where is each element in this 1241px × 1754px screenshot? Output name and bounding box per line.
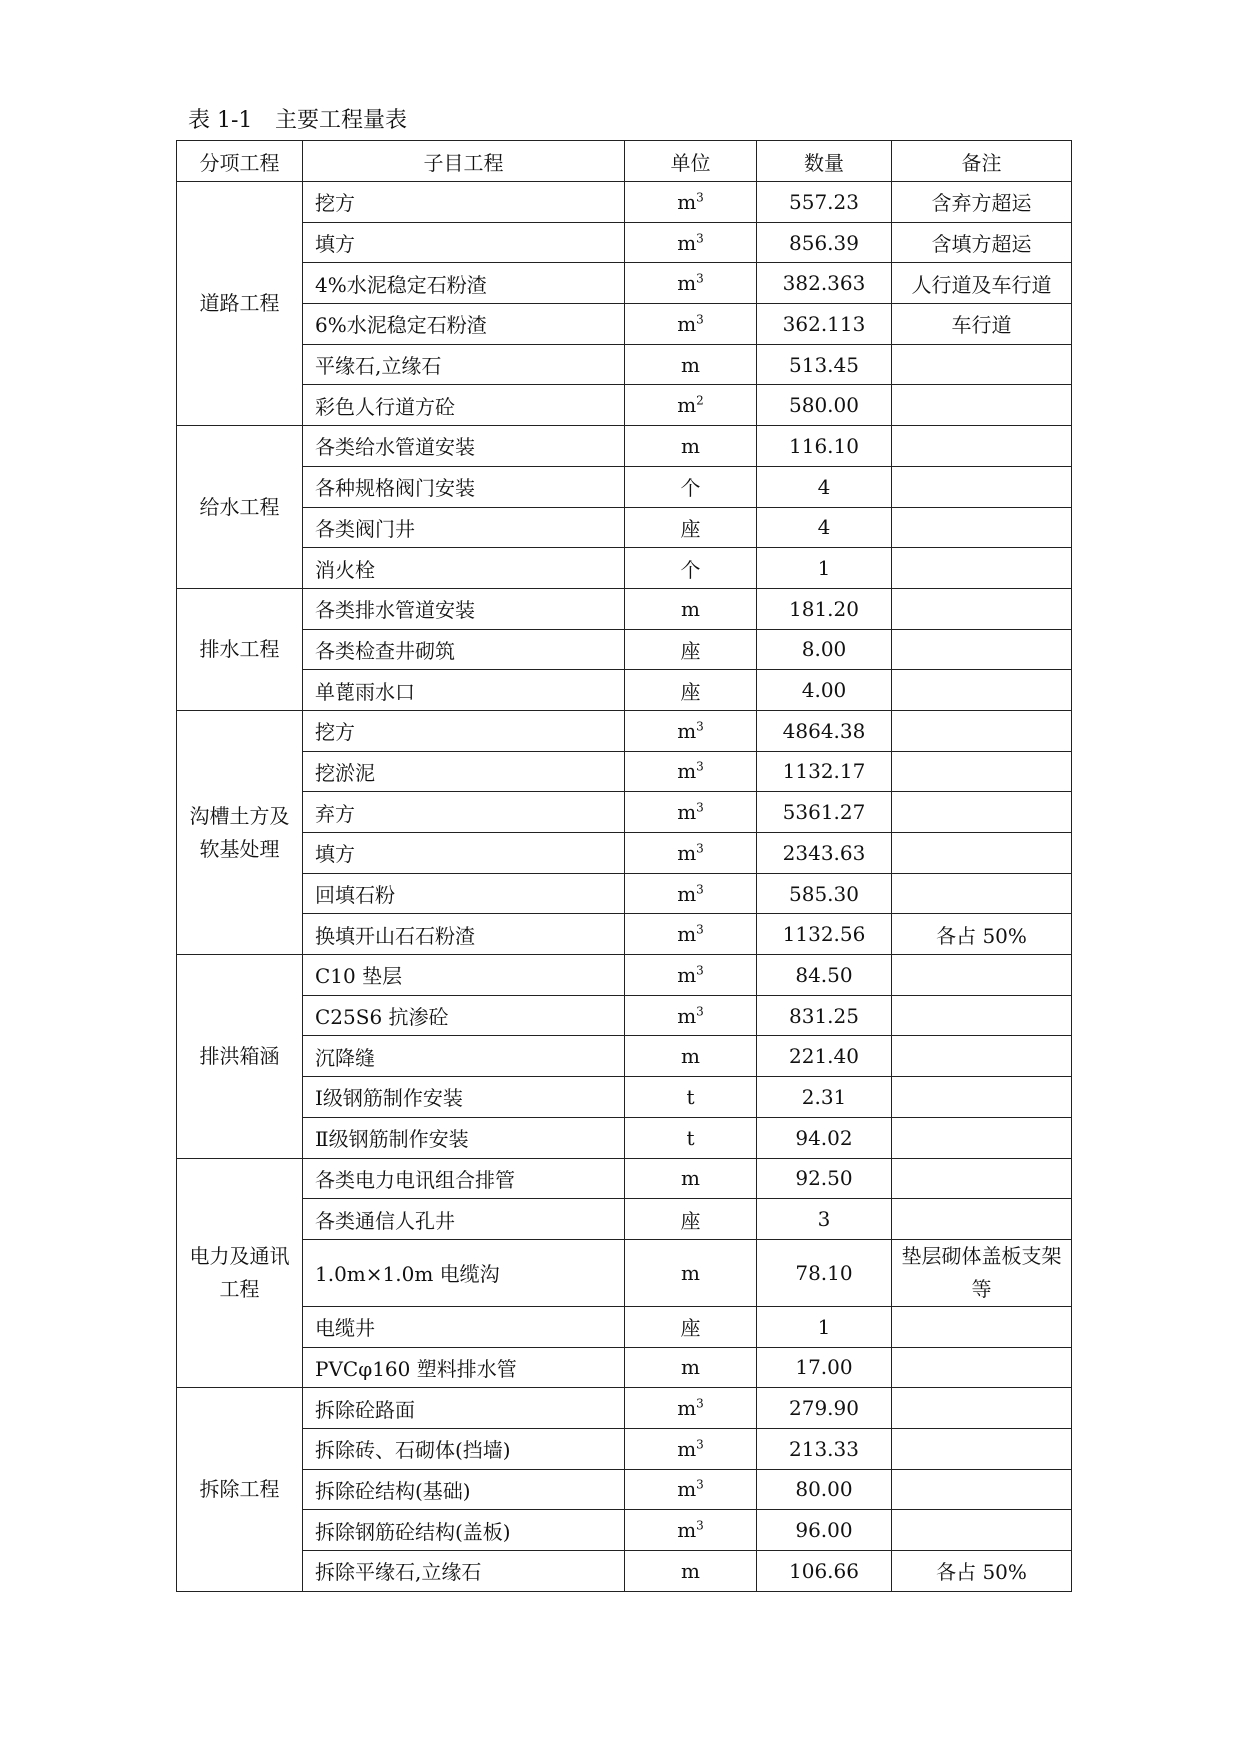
remark-cell	[892, 1117, 1072, 1158]
unit-symbol: m	[681, 1558, 700, 1583]
remark-cell: 车行道	[892, 304, 1072, 345]
header-row	[177, 141, 1072, 182]
table-row	[177, 1077, 1072, 1118]
unit-symbol: 座	[680, 516, 701, 541]
unit-symbol: m	[681, 1355, 700, 1380]
item-cell: Ⅱ级钢筋制作安装	[303, 1117, 625, 1158]
unit-cell	[625, 1510, 757, 1551]
quantity-cell: 5361.27	[757, 792, 892, 833]
unit-cell	[625, 1347, 757, 1388]
quantity-cell: 213.33	[757, 1428, 892, 1469]
remark-cell	[892, 507, 1072, 548]
unit-symbol: m	[677, 271, 697, 296]
unit-symbol: m	[677, 1003, 697, 1028]
quantities-table	[176, 140, 1072, 1592]
category-cell: 排水工程	[177, 588, 303, 710]
table-row	[177, 1117, 1072, 1158]
unit-symbol: m	[677, 1436, 697, 1461]
item-cell: 各类给水管道安装	[303, 426, 625, 467]
unit-symbol: m	[677, 962, 697, 987]
table-row	[177, 1306, 1072, 1347]
remark-cell	[892, 1306, 1072, 1347]
unit-cell	[625, 955, 757, 996]
table-number: 表 1-1	[188, 108, 253, 133]
item-cell: 单蓖雨水口	[303, 670, 625, 711]
unit-cell	[625, 1077, 757, 1118]
unit-exponent: 3	[696, 922, 704, 937]
item-cell: C25S6 抗渗砼	[303, 995, 625, 1036]
unit-cell	[625, 1551, 757, 1592]
item-cell: 回填石粉	[303, 873, 625, 914]
unit-cell	[625, 426, 757, 467]
item-cell: 挖方	[303, 182, 625, 223]
item-cell: 填方	[303, 833, 625, 874]
unit-symbol: m	[677, 881, 697, 906]
table-row	[177, 629, 1072, 670]
unit-cell	[625, 548, 757, 589]
item-cell: 挖方	[303, 710, 625, 751]
header-unit: 单位	[625, 141, 757, 182]
unit-exponent: 3	[696, 881, 704, 896]
table-row	[177, 344, 1072, 385]
table-row	[177, 588, 1072, 629]
item-cell: 填方	[303, 222, 625, 263]
unit-symbol: m	[677, 1396, 697, 1421]
header-quantity: 数量	[757, 141, 892, 182]
remark-cell	[892, 1077, 1072, 1118]
category-cell: 沟槽土方及软基处理	[177, 710, 303, 954]
remark-cell	[892, 670, 1072, 711]
unit-cell	[625, 1388, 757, 1429]
item-cell: 6%水泥稳定石粉渣	[303, 304, 625, 345]
remark-cell	[892, 995, 1072, 1036]
unit-cell	[625, 670, 757, 711]
unit-cell	[625, 1469, 757, 1510]
quantity-cell: 96.00	[757, 1510, 892, 1551]
unit-cell	[625, 833, 757, 874]
item-cell: 拆除砖、石砌体(挡墙)	[303, 1428, 625, 1469]
remark-cell: 含填方超运	[892, 222, 1072, 263]
item-cell: 拆除钢筋砼结构(盖板)	[303, 1510, 625, 1551]
quantity-cell: 3	[757, 1199, 892, 1240]
unit-symbol: m	[677, 840, 697, 865]
quantity-cell: 513.45	[757, 344, 892, 385]
unit-cell	[625, 914, 757, 955]
unit-symbol: m	[677, 230, 697, 255]
unit-cell	[625, 710, 757, 751]
unit-exponent: 3	[696, 312, 704, 327]
item-cell: 电缆井	[303, 1306, 625, 1347]
unit-cell	[625, 1428, 757, 1469]
item-cell: 挖淤泥	[303, 751, 625, 792]
remark-cell	[892, 1158, 1072, 1199]
quantity-cell: 4	[757, 507, 892, 548]
unit-cell	[625, 1158, 757, 1199]
remark-cell	[892, 1510, 1072, 1551]
unit-symbol: m	[677, 718, 697, 743]
unit-exponent: 3	[696, 841, 704, 856]
unit-symbol: 座	[680, 679, 701, 704]
table-row	[177, 222, 1072, 263]
unit-exponent: 3	[696, 1477, 704, 1492]
unit-symbol: m	[681, 433, 700, 458]
quantity-cell: 1	[757, 1306, 892, 1347]
category-cell: 排洪箱涵	[177, 955, 303, 1158]
unit-symbol: m	[681, 596, 700, 621]
unit-cell	[625, 222, 757, 263]
unit-exponent: 3	[696, 719, 704, 734]
remark-cell	[892, 344, 1072, 385]
unit-symbol: 座	[680, 1316, 701, 1341]
table-row	[177, 548, 1072, 589]
category-cell: 电力及通讯工程	[177, 1158, 303, 1388]
item-cell: 彩色人行道方砼	[303, 385, 625, 426]
item-cell: 消火栓	[303, 548, 625, 589]
quantity-cell: 4.00	[757, 670, 892, 711]
table-row	[177, 1239, 1072, 1306]
item-cell: C10 垫层	[303, 955, 625, 996]
item-cell: 各类阀门井	[303, 507, 625, 548]
table-row	[177, 955, 1072, 996]
item-cell: 1.0m×1.0m 电缆沟	[303, 1239, 625, 1306]
quantity-cell: 80.00	[757, 1469, 892, 1510]
unit-cell	[625, 385, 757, 426]
unit-exponent: 3	[696, 230, 704, 245]
unit-symbol: m	[681, 1166, 700, 1191]
item-cell: 拆除砼结构(基础)	[303, 1469, 625, 1510]
remark-cell	[892, 1347, 1072, 1388]
unit-cell	[625, 1036, 757, 1077]
unit-cell	[625, 304, 757, 345]
item-cell: 沉降缝	[303, 1036, 625, 1077]
quantity-cell: 382.363	[757, 263, 892, 304]
unit-cell	[625, 995, 757, 1036]
item-cell: PVCφ160 塑料排水管	[303, 1347, 625, 1388]
unit-symbol: m	[677, 189, 697, 214]
category-cell: 道路工程	[177, 182, 303, 426]
item-cell: 拆除平缘石,立缘石	[303, 1551, 625, 1592]
quantity-cell: 362.113	[757, 304, 892, 345]
table-title: 主要工程量表	[275, 108, 408, 133]
remark-cell	[892, 466, 1072, 507]
remark-cell	[892, 955, 1072, 996]
unit-cell	[625, 588, 757, 629]
quantity-cell: 2.31	[757, 1077, 892, 1118]
table-row	[177, 873, 1072, 914]
unit-cell	[625, 263, 757, 304]
item-cell: 各类排水管道安装	[303, 588, 625, 629]
unit-cell	[625, 792, 757, 833]
unit-cell	[625, 751, 757, 792]
header-remark: 备注	[892, 141, 1072, 182]
unit-symbol: 座	[680, 638, 701, 663]
item-cell: 各类检查井砌筑	[303, 629, 625, 670]
unit-symbol: m	[677, 393, 697, 418]
item-cell: 平缘石,立缘石	[303, 344, 625, 385]
remark-cell	[892, 548, 1072, 589]
quantity-cell: 84.50	[757, 955, 892, 996]
item-cell: 弃方	[303, 792, 625, 833]
unit-symbol: m	[677, 759, 697, 784]
table-row	[177, 1347, 1072, 1388]
unit-symbol: m	[677, 800, 697, 825]
quantity-cell: 1	[757, 548, 892, 589]
unit-exponent: 3	[696, 190, 704, 205]
remark-cell: 垫层砌体盖板支架等	[892, 1239, 1072, 1306]
quantity-cell: 92.50	[757, 1158, 892, 1199]
unit-cell	[625, 466, 757, 507]
item-cell: 4%水泥稳定石粉渣	[303, 263, 625, 304]
item-cell: 换填开山石石粉渣	[303, 914, 625, 955]
remark-cell	[892, 629, 1072, 670]
table-row	[177, 710, 1072, 751]
quantity-cell: 17.00	[757, 1347, 892, 1388]
table-row	[177, 995, 1072, 1036]
unit-symbol: m	[681, 352, 700, 377]
unit-cell	[625, 873, 757, 914]
quantity-cell: 94.02	[757, 1117, 892, 1158]
unit-symbol: m	[677, 922, 697, 947]
unit-exponent: 3	[696, 1437, 704, 1452]
item-cell: Ⅰ级钢筋制作安装	[303, 1077, 625, 1118]
remark-cell	[892, 1388, 1072, 1429]
unit-cell	[625, 629, 757, 670]
table-row	[177, 1158, 1072, 1199]
table-row	[177, 670, 1072, 711]
unit-symbol: m	[681, 1260, 700, 1285]
table-row	[177, 1551, 1072, 1592]
unit-exponent: 2	[696, 393, 704, 408]
unit-symbol: t	[686, 1125, 695, 1150]
unit-symbol: 个	[680, 557, 701, 582]
unit-cell	[625, 344, 757, 385]
table-row	[177, 466, 1072, 507]
table-row	[177, 792, 1072, 833]
remark-cell	[892, 792, 1072, 833]
table-row	[177, 385, 1072, 426]
table-row	[177, 1469, 1072, 1510]
table-row	[177, 507, 1072, 548]
quantity-cell: 8.00	[757, 629, 892, 670]
remark-cell	[892, 751, 1072, 792]
remark-cell: 各占 50%	[892, 1551, 1072, 1592]
quantity-cell: 106.66	[757, 1551, 892, 1592]
table-row	[177, 304, 1072, 345]
table-row	[177, 1428, 1072, 1469]
unit-exponent: 3	[696, 963, 704, 978]
unit-symbol: 个	[680, 476, 701, 501]
unit-symbol: 座	[680, 1208, 701, 1233]
unit-cell	[625, 182, 757, 223]
quantity-cell: 4	[757, 466, 892, 507]
table-body	[177, 182, 1072, 1592]
unit-symbol: t	[686, 1084, 695, 1109]
unit-cell	[625, 1117, 757, 1158]
remark-cell	[892, 588, 1072, 629]
remark-cell	[892, 710, 1072, 751]
quantity-cell: 2343.63	[757, 833, 892, 874]
quantity-cell: 585.30	[757, 873, 892, 914]
quantity-cell: 1132.17	[757, 751, 892, 792]
table-row	[177, 1510, 1072, 1551]
unit-cell	[625, 507, 757, 548]
header-item: 子目工程	[303, 141, 625, 182]
table-row	[177, 914, 1072, 955]
unit-exponent: 3	[696, 271, 704, 286]
unit-symbol: m	[677, 1477, 697, 1502]
item-cell: 各种规格阀门安装	[303, 466, 625, 507]
table-row	[177, 263, 1072, 304]
table-row	[177, 833, 1072, 874]
remark-cell	[892, 833, 1072, 874]
remark-cell	[892, 1469, 1072, 1510]
quantity-cell: 1132.56	[757, 914, 892, 955]
unit-exponent: 3	[696, 1003, 704, 1018]
remark-cell: 人行道及车行道	[892, 263, 1072, 304]
remark-cell	[892, 873, 1072, 914]
table-row	[177, 426, 1072, 467]
quantity-cell: 181.20	[757, 588, 892, 629]
remark-cell: 含弃方超运	[892, 182, 1072, 223]
item-cell: 拆除砼路面	[303, 1388, 625, 1429]
quantity-cell: 78.10	[757, 1239, 892, 1306]
unit-symbol: m	[677, 311, 697, 336]
quantity-cell: 279.90	[757, 1388, 892, 1429]
unit-cell	[625, 1199, 757, 1240]
table-row	[177, 182, 1072, 223]
quantity-cell: 116.10	[757, 426, 892, 467]
table-row	[177, 751, 1072, 792]
remark-cell	[892, 1036, 1072, 1077]
unit-symbol: m	[681, 1044, 700, 1069]
unit-exponent: 3	[696, 759, 704, 774]
item-cell: 各类通信人孔井	[303, 1199, 625, 1240]
unit-cell	[625, 1239, 757, 1306]
quantity-cell: 580.00	[757, 385, 892, 426]
header-category: 分项工程	[177, 141, 303, 182]
quantity-cell: 856.39	[757, 222, 892, 263]
remark-cell	[892, 1199, 1072, 1240]
unit-exponent: 3	[696, 1396, 704, 1411]
remark-cell	[892, 1428, 1072, 1469]
item-cell: 各类电力电讯组合排管	[303, 1158, 625, 1199]
unit-symbol: m	[677, 1518, 697, 1543]
quantity-cell: 4864.38	[757, 710, 892, 751]
remark-cell	[892, 385, 1072, 426]
unit-exponent: 3	[696, 1518, 704, 1533]
unit-cell	[625, 1306, 757, 1347]
remark-cell	[892, 426, 1072, 467]
quantity-cell: 557.23	[757, 182, 892, 223]
table-caption	[188, 106, 407, 136]
remark-cell: 各占 50%	[892, 914, 1072, 955]
table-row	[177, 1199, 1072, 1240]
category-cell: 拆除工程	[177, 1388, 303, 1591]
quantity-cell: 221.40	[757, 1036, 892, 1077]
category-cell: 给水工程	[177, 426, 303, 589]
table-row	[177, 1036, 1072, 1077]
unit-exponent: 3	[696, 800, 704, 815]
table-row	[177, 1388, 1072, 1429]
quantity-cell: 831.25	[757, 995, 892, 1036]
